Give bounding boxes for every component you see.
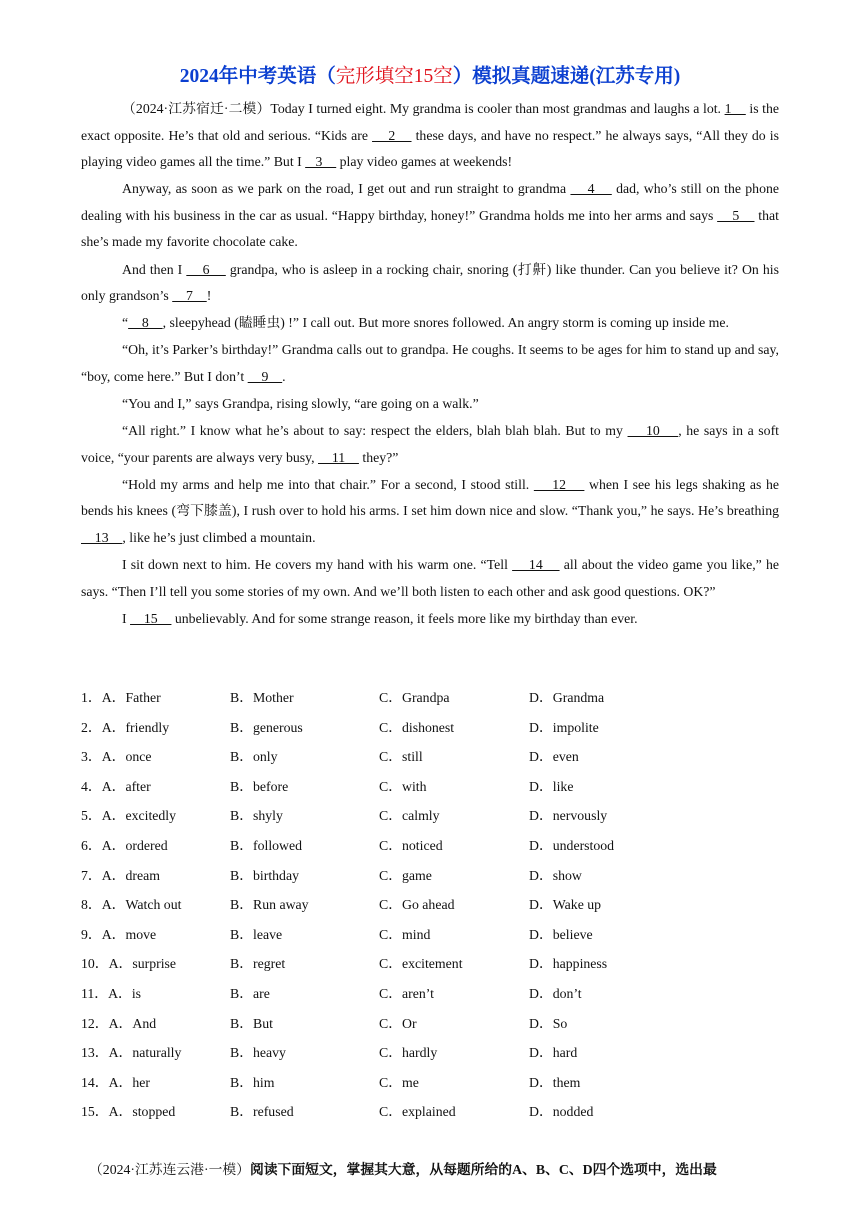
cloze-passage [81,96,779,633]
option-d: D．happiness [529,956,608,972]
option-b: B．before [230,778,289,794]
text: these days, and have no respect.” he always says, “All they do is playing video games all the time.” But I [81,127,779,170]
option-b: B．heavy [230,1045,286,1061]
option-a-text: A．move [101,926,157,942]
option-d: D．Wake up [529,897,602,913]
option-a-text: A．Watch out [101,897,182,913]
text: when I see his legs shaking as he bends his knees (弯下膝盖), I rush over to hold his arms. I set him down nice and slow. “Thank you,” he says. He’s breathing [81,476,780,519]
text: “All right.” I know what he’s about to say: respect the elders, blah blah blah. But to my [122,423,628,439]
option-c: C．Go ahead [379,897,455,913]
question-number: 10． [81,956,109,972]
option-c: C．me [379,1074,419,1090]
option-d: D．them [529,1074,581,1090]
question-3 [81,747,781,777]
option-a-text: A．dream [101,867,160,883]
option-d: D．understood [529,837,615,853]
text: And then I [122,261,187,277]
option-d: D．don’t [529,985,582,1001]
question-number: 9． [81,926,102,942]
question-number: 12． [81,1015,109,1031]
text: “Oh, it’s Parker’s birthday!” Grandma calls out to grandpa. He coughs. It seems to be ages for him to stand up and say, “boy, come here.” But I don’t [81,342,779,384]
question-number: 13． [81,1045,109,1061]
option-b: B．shyly [230,808,283,824]
option-a [81,836,168,856]
paragraph-10 [81,606,779,633]
blank-11: 11 [318,449,359,465]
option-a-text: A．naturally [108,1045,182,1061]
blank-4: 4 [570,181,612,197]
option-c: C．dishonest [379,719,455,735]
option-d: D．impolite [529,719,599,735]
option-c: C．calmly [379,808,440,824]
option-a [81,688,161,708]
text: , like he’s just climbed a mountain. [122,530,316,545]
question-number: 3． [81,749,102,765]
option-a [81,1073,150,1093]
paragraph-9 [81,552,779,605]
text: . [282,368,286,384]
text: dad, who’s still on the phone dealing with his business in the car as usual. “Happy birthday, honey!” Grandma holds me into her arms and says [81,181,779,223]
title-highlight: 完形填空15空 [335,66,453,87]
option-a-text: A．surprise [108,956,177,972]
text: “Hold my arms and help me into that chair.” For a second, I stood still. [122,476,534,492]
paragraph-6 [81,391,779,418]
question-number: 4． [81,778,102,794]
question-9 [81,925,781,955]
option-d: D．nodded [529,1104,594,1120]
paragraph-4 [81,310,779,337]
option-a [81,806,176,826]
option-b: B．refused [230,1104,294,1120]
blank-2: 2 [372,127,412,143]
option-c: C．mind [379,926,431,942]
option-c: C．excitement [379,956,463,972]
option-d: D．believe [529,926,593,942]
option-d: D．So [529,1015,568,1031]
option-c: C．game [379,867,432,883]
title-part2: ）模拟真题速递(江苏专用) [452,66,681,87]
question-number: 5． [81,808,102,824]
option-d: D．like [529,778,574,794]
option-b: B．regret [230,956,286,972]
text: ! [206,288,212,304]
question-14 [81,1073,781,1103]
text: play video games at weekends! [336,154,513,170]
option-a-text: A．ordered [101,837,168,853]
option-b: B．Run away [230,897,309,913]
option-c: C．noticed [379,837,443,853]
paragraph-3 [81,257,779,310]
question-number: 1． [81,690,102,705]
option-a-text: A．her [108,1074,150,1090]
blank-10: 10 [627,423,679,439]
question-number: 6． [81,837,102,853]
option-a [81,747,152,767]
question-10 [81,954,781,984]
question-5 [81,806,781,836]
text: , sleepyhead (瞌睡虫) !” I call out. But more snores followed. An angry storm is coming up inside me. [162,315,729,331]
option-c: C．aren’t [379,985,434,1001]
question-6 [81,836,781,866]
blank-3: 3 [305,154,337,170]
option-c: C．Or [379,1015,417,1031]
question-4 [81,777,781,807]
option-c: C．explained [379,1104,456,1120]
question-15 [81,1102,781,1132]
blank-15: 15 [130,610,172,626]
option-d: D．nervously [529,808,608,824]
option-a [81,718,169,738]
option-a [81,895,181,915]
question-number: 15． [81,1104,109,1120]
option-b: B．Mother [230,690,294,705]
text: they?” [358,449,399,465]
option-c: C．with [379,778,427,794]
question-13 [81,1043,781,1073]
next-section-text: 阅读下面短文，掌握其大意，从每题所给的A、B、C、D四个选项中，选出最 [249,1162,717,1177]
question-11 [81,984,781,1014]
option-d: D．hard [529,1045,578,1061]
option-c: C．still [379,749,423,765]
option-a [81,866,160,886]
option-a-text: A．friendly [101,719,170,735]
option-d: D．Grandma [529,690,605,705]
question-8 [81,895,781,925]
next-section-source: （2024·江苏连云港·一模） [89,1162,250,1177]
blank-7: 7 [172,288,207,304]
text: unbelievably. And for some strange reason, it feels more like my birthday than ever. [171,610,638,626]
option-a-text: A．Father [101,690,161,705]
blank-9: 9 [247,368,283,384]
document-title [0,60,860,88]
question-number: 8． [81,897,102,913]
text: is the exact opposite. He’s that old and serious. “Kids are [81,101,779,143]
option-a-text: A．once [101,749,152,765]
question-number: 7． [81,867,102,883]
option-a [81,984,141,1004]
option-c: C．hardly [379,1045,438,1061]
option-b: B．leave [230,926,283,942]
question-number: 2． [81,719,102,735]
question-number: 11． [81,985,109,1001]
option-b: B．him [230,1074,275,1090]
paragraph-2 [81,176,779,256]
text: Anyway, as soon as we park on the road, I get out and run straight to grandma [122,181,571,197]
option-a-text: A．And [108,1015,157,1031]
option-d: D．even [529,749,579,765]
option-b: B．are [230,985,270,1001]
blank-1: 1 [724,101,746,116]
option-c: C．Grandpa [379,690,450,705]
question-7 [81,866,781,896]
option-b: B．followed [230,837,303,853]
option-a [81,1043,181,1063]
option-b: B．only [230,749,278,765]
text: （2024·江苏宿迁·二模）Today I turned eight. My grandma is cooler than most grandmas and laughs a lot. [122,101,725,116]
blank-8: 8 [128,315,163,331]
paragraph-8 [81,472,779,552]
next-section-instruction [89,1158,789,1178]
blank-12: 12 [533,476,585,492]
options-list [81,688,781,1132]
text: “ [122,315,129,331]
question-1 [81,688,781,718]
question-2 [81,718,781,748]
option-a-text: A．excitedly [101,808,177,824]
text: I sit down next to him. He covers my hand with his warm one. “Tell [122,557,513,573]
option-a [81,777,151,797]
option-a [81,954,176,974]
text: that she’s made my favorite chocolate cake. [81,207,779,250]
title-part1: 2024年中考英语（ [179,66,336,87]
option-d: D．show [529,867,582,883]
paragraph-5 [81,337,779,390]
option-a-text: A．stopped [108,1104,176,1120]
question-12 [81,1014,781,1044]
text: grandpa, who is asleep in a rocking chair, snoring (打鼾) like thunder. Can you believe it? On his only grandson’s [81,261,779,304]
option-a-text: A．is [108,985,142,1001]
option-b: B．But [230,1015,273,1031]
text: I [122,610,131,626]
option-a [81,925,156,945]
text: all about the video game you like,” he says. “Then I’ll tell you some stories of my own. And we’ll both listen to each other and ask good questions. OK?” [81,557,780,599]
option-b: B．birthday [230,867,299,883]
option-a [81,1014,156,1034]
blank-13: 13 [81,530,123,545]
blank-5: 5 [717,207,755,223]
option-a [81,1102,175,1122]
question-number: 14． [81,1074,109,1090]
blank-6: 6 [186,261,226,277]
paragraph-1 [81,96,779,176]
option-b: B．generous [230,719,303,735]
paragraph-7 [81,418,779,471]
blank-14: 14 [512,557,560,573]
option-a-text: A．after [101,778,151,794]
text: , he says in a soft voice, “your parents are always very busy, [81,423,780,465]
text: “You and I,” says Grandpa, rising slowly, “are going on a walk.” [122,396,479,412]
